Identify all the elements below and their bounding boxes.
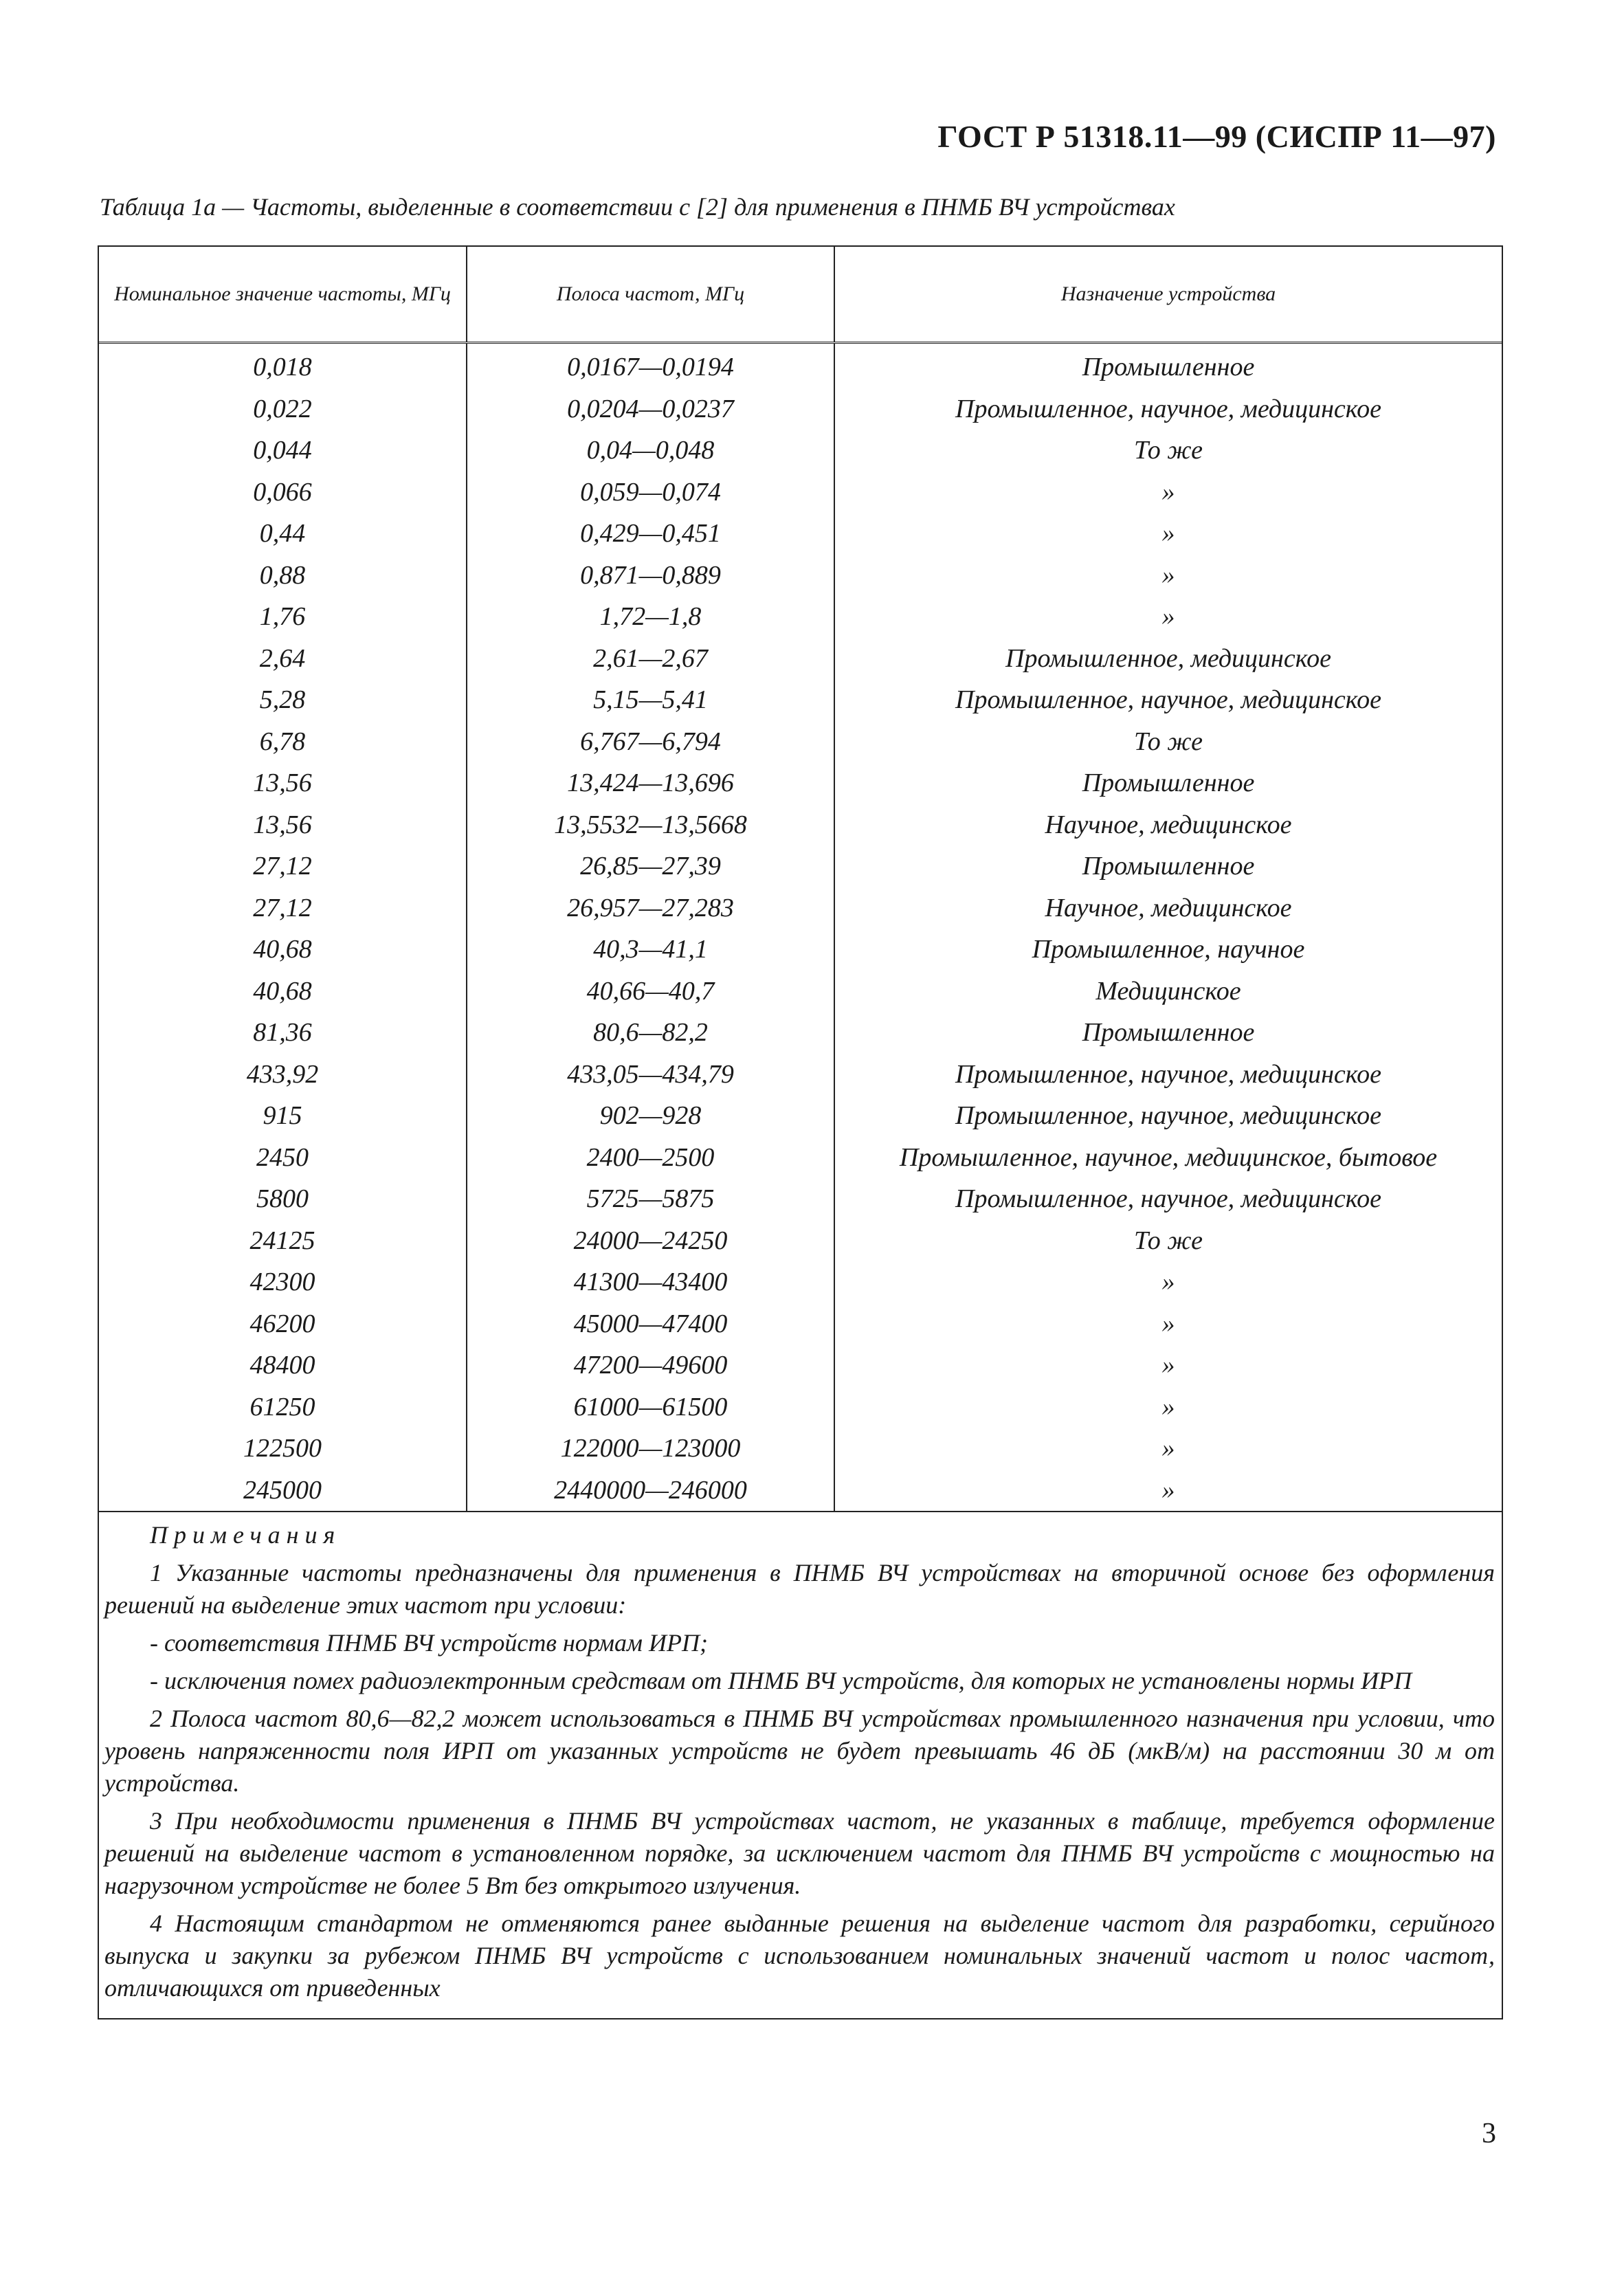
- cell-nominal-frequency: 433,92: [99, 1054, 467, 1096]
- cell-device-purpose: »: [1161, 560, 1175, 590]
- cell-frequency-band: 122000—123000: [467, 1428, 834, 1470]
- cell-frequency-band: 0,0167—0,0194: [467, 343, 834, 388]
- cell-device-purpose: Промышленное: [1082, 768, 1255, 798]
- table-body: [99, 343, 1502, 1512]
- table-row: [99, 1095, 1502, 1137]
- table-row: [99, 1428, 1502, 1470]
- column-header-band: Полоса частот, МГц: [467, 247, 834, 343]
- cell-frequency-band: 24000—24250: [467, 1220, 834, 1262]
- cell-device-purpose: »: [1161, 1475, 1175, 1505]
- cell-device-purpose: »: [1161, 1434, 1175, 1463]
- page-number: 3: [1482, 2118, 1496, 2149]
- cell-frequency-band: 40,66—40,7: [467, 971, 834, 1012]
- cell-nominal-frequency: 5,28: [99, 679, 467, 721]
- table-row: [99, 887, 1502, 929]
- cell-device-purpose: Промышленное, научное, медицинское, бытовое: [899, 1142, 1438, 1172]
- cell-device-purpose: Промышленное: [1082, 353, 1255, 382]
- cell-device-purpose: »: [1161, 602, 1175, 632]
- cell-nominal-frequency: 46200: [99, 1303, 467, 1345]
- note-1-condition-b: - исключения помех радиоэлектронным средствам от ПНМБ ВЧ устройств, для которых не установлены нормы ИРП: [150, 1667, 1412, 1694]
- frequency-table: [99, 247, 1502, 1511]
- cell-frequency-band: 13,424—13,696: [467, 762, 834, 804]
- table-row: [99, 596, 1502, 638]
- cell-frequency-band: 0,059—0,074: [467, 472, 834, 513]
- table-row: [99, 1386, 1502, 1428]
- cell-nominal-frequency: 245000: [99, 1470, 467, 1512]
- frequency-table-frame: [98, 245, 1503, 2019]
- cell-device-purpose: Промышленное, научное, медицинское: [955, 1059, 1381, 1089]
- cell-device-purpose: Промышленное: [1082, 852, 1255, 881]
- table-row: [99, 762, 1502, 804]
- cell-nominal-frequency: 42300: [99, 1261, 467, 1303]
- cell-frequency-band: 26,85—27,39: [467, 845, 834, 887]
- cell-frequency-band: 47200—49600: [467, 1344, 834, 1386]
- cell-nominal-frequency: 61250: [99, 1386, 467, 1428]
- cell-nominal-frequency: 24125: [99, 1220, 467, 1262]
- table-row: [99, 929, 1502, 971]
- table-row: [99, 388, 1502, 430]
- cell-frequency-band: 902—928: [467, 1095, 834, 1137]
- cell-device-purpose: Промышленное: [1082, 1018, 1255, 1048]
- cell-frequency-band: 45000—47400: [467, 1303, 834, 1345]
- table-row: [99, 1344, 1502, 1386]
- table-row: [99, 343, 1502, 388]
- table-row: [99, 1220, 1502, 1262]
- cell-frequency-band: 433,05—434,79: [467, 1054, 834, 1096]
- cell-device-purpose: »: [1161, 1392, 1175, 1421]
- cell-nominal-frequency: 0,44: [99, 513, 467, 555]
- table-row: [99, 472, 1502, 513]
- cell-nominal-frequency: 48400: [99, 1344, 467, 1386]
- cell-device-purpose: Промышленное, научное: [1032, 935, 1305, 964]
- cell-nominal-frequency: 13,56: [99, 762, 467, 804]
- cell-nominal-frequency: 40,68: [99, 929, 467, 971]
- table-row: [99, 1054, 1502, 1096]
- cell-frequency-band: 0,429—0,451: [467, 513, 834, 555]
- cell-nominal-frequency: 6,78: [99, 721, 467, 763]
- cell-nominal-frequency: 2,64: [99, 638, 467, 680]
- table-row: [99, 1470, 1502, 1512]
- cell-nominal-frequency: 27,12: [99, 887, 467, 929]
- cell-device-purpose: Научное, медицинское: [1045, 810, 1292, 839]
- cell-nominal-frequency: 0,066: [99, 472, 467, 513]
- notes-section: [99, 1511, 1502, 2018]
- table-row: [99, 721, 1502, 763]
- cell-frequency-band: 2440000—246000: [467, 1470, 834, 1512]
- cell-nominal-frequency: 0,018: [99, 343, 467, 388]
- cell-device-purpose: То же: [1134, 436, 1203, 465]
- cell-device-purpose: Промышленное, медицинское: [1005, 643, 1331, 673]
- cell-frequency-band: 5,15—5,41: [467, 679, 834, 721]
- cell-frequency-band: 41300—43400: [467, 1261, 834, 1303]
- cell-frequency-band: 61000—61500: [467, 1386, 834, 1428]
- cell-nominal-frequency: 0,88: [99, 555, 467, 597]
- note-1-condition-a: - соответствия ПНМБ ВЧ устройств нормам ИРП;: [150, 1629, 708, 1657]
- cell-device-purpose: Промышленное, научное, медицинское: [955, 1184, 1381, 1214]
- note-4: 4 Настоящим стандартом не отменяются ранее выданные решения на выделение частот для разработки, серийного выпуска и закупки за рубежом ПНМБ ВЧ устройств с использованием номинальных значений частот и полос частот, отличающихся от приведенных: [104, 1910, 1495, 2002]
- table-header-row: [99, 247, 1502, 343]
- cell-nominal-frequency: 1,76: [99, 596, 467, 638]
- cell-device-purpose: То же: [1134, 1226, 1203, 1255]
- cell-frequency-band: 2,61—2,67: [467, 638, 834, 680]
- cell-device-purpose: То же: [1134, 727, 1203, 756]
- table-row: [99, 430, 1502, 472]
- note-3: 3 При необходимости применения в ПНМБ ВЧ устройствах частот, не указанных в таблице, требуется оформление решений на выделение частот в установленном порядке, за исключением частот для ПНМБ ВЧ устройств с мощностью на нагрузочном устройстве не более 5 Вт без открытого излучения.: [104, 1807, 1495, 1899]
- cell-frequency-band: 80,6—82,2: [467, 1012, 834, 1054]
- cell-nominal-frequency: 13,56: [99, 804, 467, 846]
- cell-device-purpose: Промышленное, научное, медицинское: [955, 1101, 1381, 1131]
- cell-frequency-band: 26,957—27,283: [467, 887, 834, 929]
- cell-frequency-band: 5725—5875: [467, 1178, 834, 1220]
- cell-nominal-frequency: 81,36: [99, 1012, 467, 1054]
- column-header-purpose: Назначение устройства: [834, 247, 1502, 343]
- cell-nominal-frequency: 2450: [99, 1137, 467, 1179]
- cell-nominal-frequency: 40,68: [99, 971, 467, 1012]
- cell-frequency-band: 13,5532—13,5668: [467, 804, 834, 846]
- table-row: [99, 555, 1502, 597]
- table-row: [99, 845, 1502, 887]
- table-row: [99, 513, 1502, 555]
- table-row: [99, 1303, 1502, 1345]
- cell-frequency-band: 40,3—41,1: [467, 929, 834, 971]
- cell-frequency-band: 6,767—6,794: [467, 721, 834, 763]
- cell-device-purpose: Медицинское: [1095, 976, 1241, 1006]
- cell-nominal-frequency: 5800: [99, 1178, 467, 1220]
- cell-device-purpose: »: [1161, 1268, 1175, 1297]
- document-header: ГОСТ Р 51318.11—99 (СИСПР 11—97): [937, 119, 1496, 154]
- cell-nominal-frequency: 0,022: [99, 388, 467, 430]
- table-caption: Таблица 1а — Частоты, выделенные в соответствии с [2] для применения в ПНМБ ВЧ устройствах: [100, 193, 1175, 221]
- table-row: [99, 971, 1502, 1012]
- cell-device-purpose: »: [1161, 1309, 1175, 1338]
- table-row: [99, 1178, 1502, 1220]
- cell-nominal-frequency: 122500: [99, 1428, 467, 1470]
- table-row: [99, 1261, 1502, 1303]
- cell-device-purpose: »: [1161, 1351, 1175, 1380]
- column-header-nominal: Номинальное значение частоты, МГц: [99, 247, 467, 343]
- table-row: [99, 1012, 1502, 1054]
- note-2: 2 Полоса частот 80,6—82,2 может использоваться в ПНМБ ВЧ устройствах промышленного назначения при условии, что уровень напряженности поля ИРП от указанных устройств не будет превышать 46 дБ (мкВ/м) на расстоянии 30 м от устройства.: [104, 1705, 1495, 1797]
- cell-device-purpose: Промышленное, научное, медицинское: [955, 685, 1381, 715]
- table-row: [99, 638, 1502, 680]
- notes-title: Примечания: [150, 1521, 342, 1549]
- note-1: 1 Указанные частоты предназначены для применения в ПНМБ ВЧ устройствах на вторичной основе без оформления решений на выделение этих частот при условии:: [104, 1559, 1495, 1619]
- cell-device-purpose: Промышленное, научное, медицинское: [955, 394, 1381, 423]
- cell-frequency-band: 0,0204—0,0237: [467, 388, 834, 430]
- cell-nominal-frequency: 0,044: [99, 430, 467, 472]
- table-row: [99, 804, 1502, 846]
- cell-nominal-frequency: 915: [99, 1095, 467, 1137]
- cell-frequency-band: 0,871—0,889: [467, 555, 834, 597]
- cell-frequency-band: 2400—2500: [467, 1137, 834, 1179]
- cell-nominal-frequency: 27,12: [99, 845, 467, 887]
- cell-frequency-band: 0,04—0,048: [467, 430, 834, 472]
- cell-device-purpose: »: [1161, 477, 1175, 507]
- cell-device-purpose: »: [1161, 519, 1175, 549]
- cell-device-purpose: Научное, медицинское: [1045, 893, 1292, 922]
- table-row: [99, 679, 1502, 721]
- cell-frequency-band: 1,72—1,8: [467, 596, 834, 638]
- table-row: [99, 1137, 1502, 1179]
